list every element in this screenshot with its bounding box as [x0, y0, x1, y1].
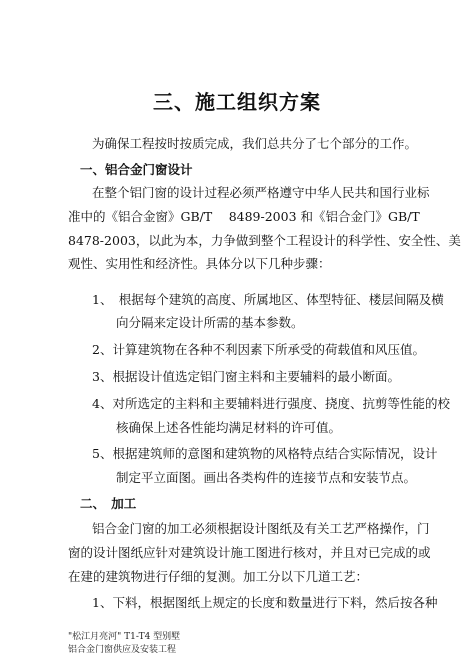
- section-heading-processing: 二、 加工: [80, 496, 137, 511]
- section-heading-design: 一、铝合金门窗设计: [80, 162, 193, 177]
- design-step-3: 3、根据设计值选定铝门窗主料和主要辅料的最小断面。: [92, 369, 400, 384]
- section2-para-line: 铝合金门窗的加工必须根据设计图纸及有关工艺严格操作，门: [92, 521, 430, 536]
- section1-para-line: 准中的《铝合金窗》GB/T 8489-2003 和《铝合金门》GB/T: [68, 209, 420, 224]
- processing-step-1: 1、下料，根据图纸上规定的长度和数量进行下料，然后按各种: [92, 595, 438, 610]
- page-title: 三、施工组织方案: [153, 90, 321, 114]
- section2-para-line: 在建的建筑物进行仔细的复测。加工分以下几道工艺：: [68, 569, 369, 584]
- section2-para-line: 窗的设计图纸应针对建筑设计施工图进行核对，并且对已完成的或: [68, 545, 431, 560]
- design-step-4-cont: 核确保上述各性能均满足材料的许可值。: [116, 420, 342, 435]
- intro-text: 为确保工程按时按质完成，我们总共分了七个部分的工作。: [92, 136, 418, 151]
- design-step-5: 5、根据建筑师的意图和建筑物的风格特点结合实际情况，设计: [92, 446, 438, 461]
- design-step-5-cont: 制定平立面图。画出各类构件的连接节点和安装节点。: [116, 470, 417, 485]
- footer-project-name: "松江月亮河" T1-T4 型别墅: [68, 632, 181, 642]
- design-step-4: 4、对所选定的主料和主要辅料进行强度、挠度、抗剪等性能的校: [92, 396, 450, 411]
- section1-para-line: 在整个铝门窗的设计过程必须严格遵守中华人民共和国行业标: [92, 185, 430, 200]
- footer-project-scope: 铝合金门窗供应及安装工程: [68, 645, 177, 655]
- design-step-1-cont: 向分隔来定设计所需的基本参数。: [116, 315, 304, 330]
- design-step-1: 1、 根据每个建筑的高度、所属地区、体型特征、楼层间隔及横: [92, 292, 444, 307]
- section1-para-line: 8478-2003，以此为本，力争做到整个工程设计的科学性、安全性、美: [68, 233, 461, 248]
- section1-para-line: 观性、实用性和经济性。具体分以下几种步骤：: [68, 256, 331, 271]
- design-step-2: 2、计算建筑物在各种不利因素下所承受的荷载值和风压值。: [92, 342, 425, 357]
